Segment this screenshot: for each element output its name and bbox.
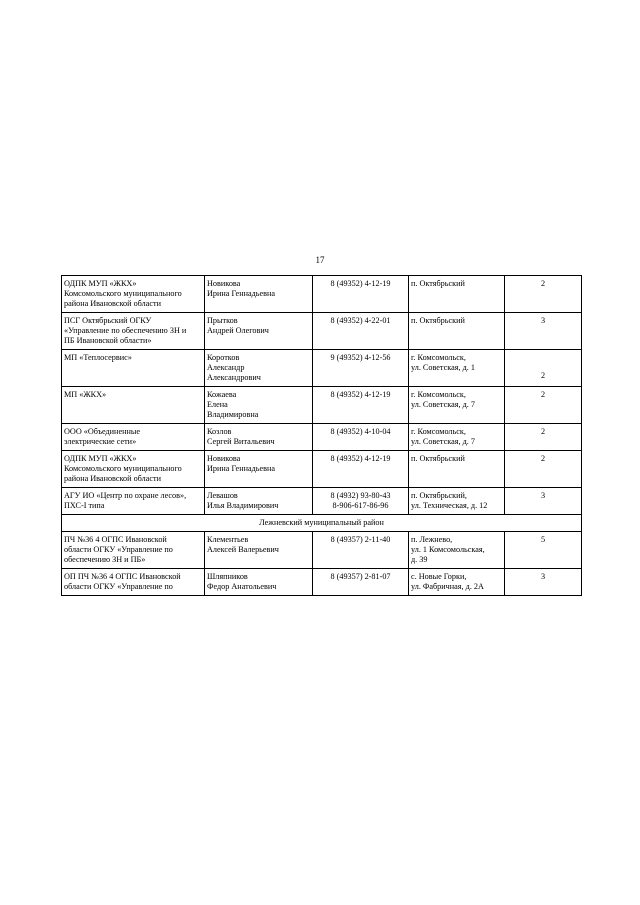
organization-cell-line: ПЧ №36 4 ОГПС Ивановской	[64, 535, 167, 544]
phone-cell	[313, 387, 409, 424]
contact-person-cell-line: Левашов	[207, 491, 238, 500]
contact-person-cell-line: Коротков	[207, 353, 240, 362]
organization-cell-line: ООО «Объединенные	[64, 427, 140, 436]
organization-cell-line: ОДПК МУП «ЖКХ»	[64, 454, 137, 463]
address-cell-line: ул. 1 Комсомольская,	[411, 545, 485, 554]
phone-cell-line: 8 (4932) 93-80-43	[330, 491, 391, 500]
contact-person-cell	[205, 350, 313, 387]
table-row	[62, 532, 582, 569]
address-cell-line: ул. Советская, д. 7	[411, 437, 475, 446]
contact-person-cell-line: Федор Анатольевич	[207, 582, 277, 591]
organization-cell	[62, 350, 205, 387]
count-cell: 3	[505, 488, 582, 515]
organization-cell-line: электрические сети»	[64, 437, 137, 446]
address-cell-line: с. Новые Горки,	[411, 572, 467, 581]
address-cell	[409, 488, 505, 515]
contact-person-cell-line: Кожаева	[207, 390, 237, 399]
address-cell	[409, 276, 505, 313]
address-cell-line: п. Октябрьский	[411, 279, 465, 288]
table-row	[62, 424, 582, 451]
organization-cell	[62, 532, 205, 569]
contact-person-cell-line: Александр	[207, 363, 245, 372]
address-cell-line: п. Октябрьский	[411, 316, 465, 325]
phone-cell	[313, 488, 409, 515]
table-row	[62, 451, 582, 488]
phone-cell-line: 8 (49357) 2-11-40	[330, 535, 391, 544]
phone-cell	[313, 451, 409, 488]
organization-cell	[62, 313, 205, 350]
address-cell	[409, 313, 505, 350]
organization-cell-line: ПБ Ивановской области»	[64, 336, 152, 345]
address-cell	[409, 424, 505, 451]
contact-person-cell-line: Новикова	[207, 454, 241, 463]
contact-person-cell-line: Новикова	[207, 279, 241, 288]
count-cell: 5	[505, 532, 582, 569]
phone-cell-line: 8 (49352) 4-12-19	[330, 390, 391, 399]
organization-cell-line: района Ивановской области	[64, 474, 161, 483]
table-row	[62, 488, 582, 515]
organization-cell-line: Комсомольского муниципального	[64, 289, 182, 298]
organization-cell-line: ПСГ Октябрьский ОГКУ	[64, 316, 152, 325]
organization-cell-line: области ОГКУ «Управление по	[64, 545, 173, 554]
phone-cell	[313, 569, 409, 596]
address-cell-line: ул. Фабричная, д. 2А	[411, 582, 484, 591]
address-cell-line: п. Октябрьский,	[411, 491, 467, 500]
phone-cell-line: 8 (49352) 4-22-01	[330, 316, 391, 325]
organization-cell-line: района Ивановской области	[64, 299, 161, 308]
contact-person-cell-line: Сергей Витальевич	[207, 437, 275, 446]
table-row	[62, 350, 582, 387]
count-cell: 2	[505, 424, 582, 451]
table-row	[62, 276, 582, 313]
contact-person-cell	[205, 276, 313, 313]
contact-person-cell	[205, 488, 313, 515]
table-body	[62, 276, 582, 515]
address-cell	[409, 569, 505, 596]
count-cell: 3	[505, 569, 582, 596]
phone-cell	[313, 313, 409, 350]
address-cell-line: ул. Техническая, д. 12	[411, 501, 488, 510]
count-cell: 3	[505, 313, 582, 350]
organization-cell-line: Комсомольского муниципального	[64, 464, 182, 473]
address-cell	[409, 387, 505, 424]
organization-cell-line: области ОГКУ «Управление по	[64, 582, 173, 591]
section-body	[62, 515, 582, 596]
address-cell	[409, 532, 505, 569]
count-cell: 2	[505, 451, 582, 488]
phone-cell-line: 8 (49357) 2-81-07	[330, 572, 391, 581]
contact-person-cell	[205, 313, 313, 350]
organization-cell-line: МП «ЖКХ»	[64, 390, 107, 399]
address-cell	[409, 451, 505, 488]
organization-cell	[62, 276, 205, 313]
address-cell-line: г. Комсомольск,	[411, 353, 466, 362]
page-number: 17	[315, 255, 325, 265]
phone-cell-line: 8 (49352) 4-10-04	[330, 427, 391, 436]
organizations-table	[61, 275, 582, 596]
organization-cell	[62, 451, 205, 488]
address-cell-line: п. Октябрьский	[411, 454, 465, 463]
contact-person-cell-line: Прытков	[207, 316, 238, 325]
organization-cell-line: ОДПК МУП «ЖКХ»	[64, 279, 137, 288]
contact-person-cell-line: Александрович	[207, 373, 261, 382]
contact-person-cell-line: Владимировна	[207, 410, 259, 419]
phone-cell	[313, 276, 409, 313]
address-cell-line: ул. Советская, д. 1	[411, 363, 475, 372]
contact-person-cell	[205, 569, 313, 596]
section-header-row	[62, 515, 582, 532]
count-cell: 2	[505, 387, 582, 424]
phone-cell-line: 9 (49352) 4-12-56	[330, 353, 391, 362]
organization-cell-line: МП «Теплосервис»	[64, 353, 132, 362]
contact-person-cell	[205, 532, 313, 569]
address-cell-line: ул. Советская, д. 7	[411, 400, 475, 409]
phone-cell	[313, 532, 409, 569]
phone-cell-line: 8-906-617-86-96	[332, 501, 389, 510]
phone-cell-line: 8 (49352) 4-12-19	[330, 279, 391, 288]
table-row	[62, 569, 582, 596]
count-cell: 2	[505, 350, 582, 387]
contact-person-cell-line: Андрей Олегович	[207, 326, 269, 335]
contact-person-cell	[205, 387, 313, 424]
organization-cell-line: обеспечению ЗН и ПБ»	[64, 555, 146, 564]
address-cell-line: г. Комсомольск,	[411, 390, 466, 399]
contact-person-cell-line: Ирина Геннадьевна	[207, 289, 276, 298]
table-row	[62, 313, 582, 350]
table-row	[62, 387, 582, 424]
organization-cell-line: «Управление по обеспечению ЗН и	[64, 326, 187, 335]
contact-person-cell-line: Алексей Валерьевич	[207, 545, 279, 554]
address-cell-line: п. Лежнево,	[411, 535, 453, 544]
contact-person-cell	[205, 451, 313, 488]
contact-person-cell-line: Ирина Геннадьевна	[207, 464, 276, 473]
organization-cell	[62, 569, 205, 596]
organization-cell-line: ОП ПЧ №36 4 ОГПС Ивановской	[64, 572, 181, 581]
address-cell-line: г. Комсомольск,	[411, 427, 466, 436]
organization-cell-line: ПХС-I типа	[64, 501, 105, 510]
organization-cell	[62, 387, 205, 424]
organization-cell-line: АГУ ИО «Центр по охране лесов»,	[64, 491, 187, 500]
contact-person-cell-line: Клементьев	[207, 535, 249, 544]
contact-person-cell-line: Илья Владимирович	[207, 501, 279, 510]
address-cell	[409, 350, 505, 387]
organization-cell	[62, 424, 205, 451]
count-cell: 2	[505, 276, 582, 313]
phone-cell-line: 8 (49352) 4-12-19	[330, 454, 391, 463]
section-title: Лежневский муниципальный район	[62, 515, 582, 532]
phone-cell	[313, 424, 409, 451]
address-cell-line: д. 39	[411, 555, 428, 564]
contact-person-cell-line: Козлов	[207, 427, 232, 436]
contact-person-cell-line: Шляпников	[207, 572, 248, 581]
phone-cell	[313, 350, 409, 387]
contact-person-cell	[205, 424, 313, 451]
organization-cell	[62, 488, 205, 515]
contact-person-cell-line: Елена	[207, 400, 228, 409]
